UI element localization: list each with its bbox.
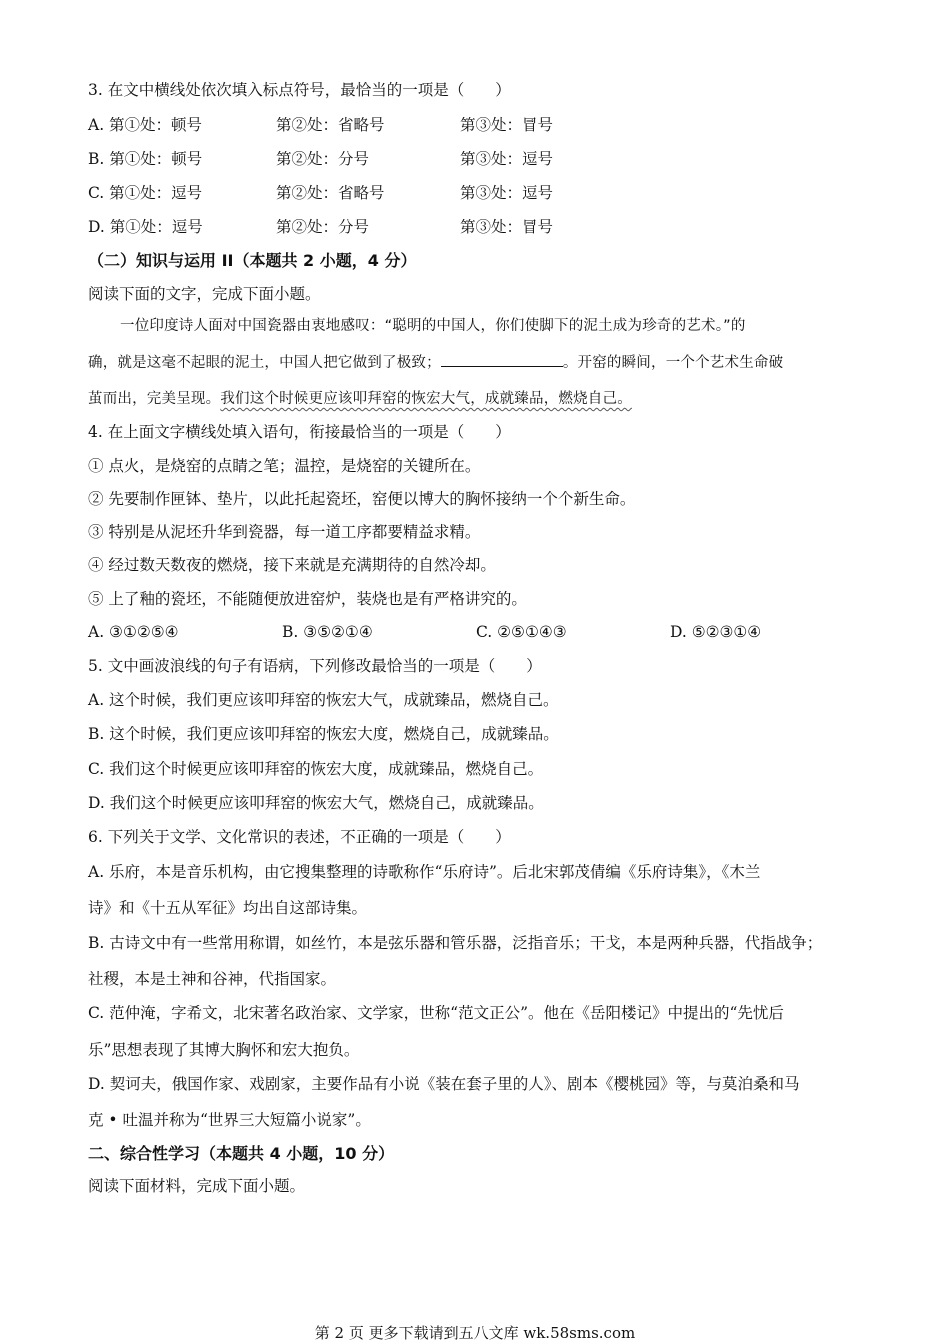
q4-item-3: ③ 特别是从泥坯升华到瓷器，每一道工序都要精益求精。 <box>88 523 481 541</box>
q3-option-b-part3: 第③处：逗号 <box>460 150 554 168</box>
q4-stem: 4. 在上面文字横线处填入语句，衔接最恰当的一项是（ ） <box>88 423 511 441</box>
q3-option-a-part3: 第③处：冒号 <box>460 116 554 134</box>
q3-option-a <box>88 115 553 135</box>
q5-option-b: B. 这个时候，我们更应该叩拜窑的恢宏大度，燃烧自己，成就臻品。 <box>88 725 559 743</box>
q4-choice-a: A. ③①②⑤④ <box>88 623 179 641</box>
q5-option-d: D. 我们这个时候更应该叩拜窑的恢宏大气，燃烧自己，成就臻品。 <box>88 794 544 812</box>
part2-intro: 阅读下面材料，完成下面小题。 <box>88 1177 306 1195</box>
q4-item-5: ⑤ 上了釉的瓷坯，不能随便放进窑炉，装烧也是有严格讲究的。 <box>88 590 527 608</box>
q3-option-d-part1: D. 第①处：逗号 <box>88 218 203 236</box>
q6-option-b-line2: 社稷，本是土神和谷神，代指国家。 <box>88 970 337 988</box>
q6-option-d-line2: 克 • 吐温并称为“世界三大短篇小说家”。 <box>88 1111 371 1129</box>
q6-option-b-line1: B. 古诗文中有一些常用称谓，如丝竹，本是弦乐器和管乐器，泛指音乐；干戈，本是两种兵器，代指战争； <box>88 934 823 952</box>
q3-option-d-part2: 第②处：分号 <box>276 218 370 236</box>
q4-choice-b: B. ③⑤②①④ <box>282 623 373 641</box>
q6-option-a-line2: 诗》和《十五从军征》均出自这部诗集。 <box>88 899 368 917</box>
q3-option-a-part1: A. 第①处：顿号 <box>88 116 203 134</box>
q5-option-c: C. 我们这个时候更应该叩拜窑的恢宏大度，成就臻品，燃烧自己。 <box>88 760 544 778</box>
q3-option-d-part3: 第③处：冒号 <box>460 218 554 236</box>
passage-line-2-tail: 。开窑的瞬间，一个个艺术生命破 <box>562 355 784 371</box>
q4-item-1: ① 点火，是烧窑的点睛之笔；温控，是烧窑的关键所在。 <box>88 457 481 475</box>
q6-option-c-line1: C. 范仲淹，字希文，北宋著名政治家、文学家，世称“范文正公”。他在《岳阳楼记》中提出的“先忧后 <box>88 1004 784 1022</box>
passage-line-3 <box>88 389 632 409</box>
q3-option-c-part1: C. 第①处：逗号 <box>88 184 203 202</box>
fill-in-blank <box>441 352 563 367</box>
page-footer: 第 2 页 更多下载请到五八文库 wk.58sms.com <box>314 1324 636 1342</box>
q4-item-2: ② 先要制作匣钵、垫片，以此托起瓷坯，窑便以博大的胸怀接纳一个个新生命。 <box>88 490 636 508</box>
q6-option-c-line2: 乐”思想表现了其博大胸怀和宏大抱负。 <box>88 1041 360 1059</box>
wavy-underlined-sentence: 我们这个时候更应该叩拜窑的恢宏大气，成就臻品，燃烧自己。 <box>220 391 632 407</box>
q3-option-b-part1: B. 第①处：顿号 <box>88 150 203 168</box>
section2-heading: （二）知识与运用 II（本题共 2 小题，4 分） <box>88 251 417 270</box>
q5-option-a: A. 这个时候，我们更应该叩拜窑的恢宏大气，成就臻品，燃烧自己。 <box>88 691 559 709</box>
q3-option-b <box>88 149 553 169</box>
passage-line-3-text: 茧而出，完美呈现。 <box>88 391 221 407</box>
q6-option-a-line1: A. 乐府，本是音乐机构，由它搜集整理的诗歌称作“乐府诗”。后北宋郭茂倩编《乐府诗集》，《木兰 <box>88 863 761 881</box>
q4-choice-c: C. ②⑤①④③ <box>476 623 567 641</box>
q3-option-d <box>88 217 553 237</box>
passage-line-2 <box>88 352 783 373</box>
q4-choices <box>88 622 761 642</box>
q3-option-c <box>88 183 553 203</box>
q3-option-c-part3: 第③处：逗号 <box>460 184 554 202</box>
q5-stem: 5. 文中画波浪线的句子有语病，下列修改最恰当的一项是（ ） <box>88 657 542 675</box>
q3-option-a-part2: 第②处：省略号 <box>276 116 385 134</box>
passage-line-2-text: 确，就是这毫不起眼的泥土，中国人把它做到了极致； <box>88 355 441 371</box>
q3-option-c-part2: 第②处：省略号 <box>276 184 385 202</box>
part2-heading: 二、综合性学习（本题共 4 小题，10 分） <box>88 1144 395 1163</box>
passage-line-1: 一位印度诗人面对中国瓷器由衷地感叹：“聪明的中国人，你们使脚下的泥土成为珍奇的艺术。”的 <box>120 318 746 334</box>
q6-stem: 6. 下列关于文学、文化常识的表述，不正确的一项是（ ） <box>88 828 511 846</box>
q4-choice-d: D. ⑤②③①④ <box>670 623 762 641</box>
section2-intro: 阅读下面的文字，完成下面小题。 <box>88 285 321 303</box>
q4-item-4: ④ 经过数天数夜的燃烧，接下来就是充满期待的自然冷却。 <box>88 556 496 574</box>
q3-option-b-part2: 第②处：分号 <box>276 150 370 168</box>
q6-option-d-line1: D. 契诃夫，俄国作家、戏剧家，主要作品有小说《装在套子里的人》、剧本《樱桃园》等，与莫泊桑和马 <box>88 1075 800 1093</box>
q3-stem: 3. 在文中横线处依次填入标点符号，最恰当的一项是（ ） <box>88 81 511 99</box>
